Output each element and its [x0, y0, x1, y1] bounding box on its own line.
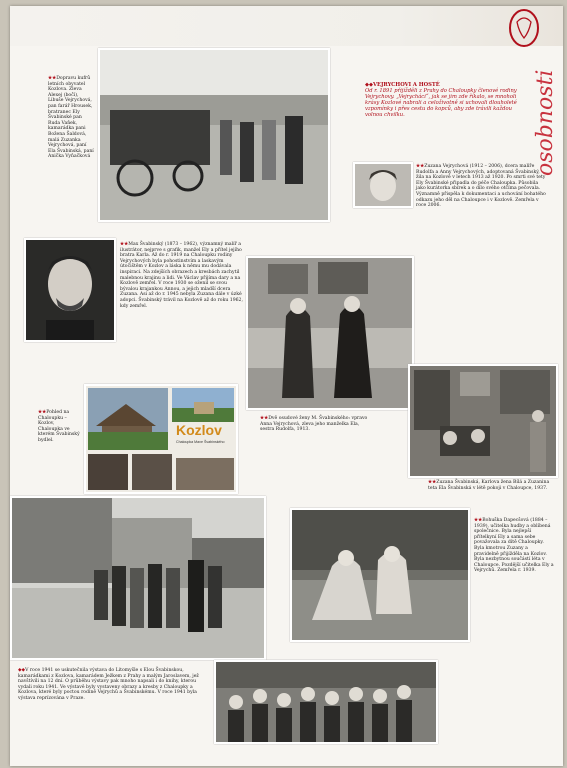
- caption-two-women: ★★Dvě osudové ženy M. Švabinského: vpravo Anna Vejrychová, zleva jeho manželka Ela, sestra Rudolfa, 1913.: [260, 416, 368, 433]
- caption-max: ★★Max Švabinský (1873 – 1962), významný malíř a ilustrátor, nejprve s grafik, manžel Ely a přítel jejího bratra Karla. Až do r. 1919 na Chaloupku rodiny Vejrychových byla pohostinstvím a laskavým útočištěm v Kozlov a láska k němu mu dodávala inspiraci. Na zdejších obrazech a kresbách zachytil malebnou krajinu a lidi. Ve Václav přijíma dary a na Kozlově zemřel. V roce 1930 se oženil se svou bývalou krajankou Annou, a jejich mladší dcera Zuzana. Asi až do r. 1945 nebyla Zuzana dále v úzké adopci. Švabinský trávil na Kozlově až do roku 1962, kdy zemřel.: [120, 242, 243, 309]
- section-title-text: osobnosti: [533, 69, 558, 176]
- caption-zuzana: ★★Zuzana Vejrychová (1912 – 2006), dcera malíře Rudolfa a Anny Vejrychových, adoptovaná Švabinský, žila na Kozlově v letech 1913 až 1920. Po smrti své tety Ely Švabinské připadla do péče Chaloupka. Působila jako kurátorka sbírek a o dílo svého otčíma pečovala. Významně přispěla k dokumentaci a uchování bohatého odkazu jeho děl na Chaloupce i v Kozlově. Zemřela v roce 2006.: [416, 164, 546, 209]
- exhibition-board: [10, 6, 563, 766]
- caption-exhibition: ◆◆V roce 1941 se uskutečnila výstava do Litomyšle s Elou Švabinskou, kamarádkami z Kozlova, kamarádem Ježkem z Prahy a malým Jaroslavem, jež navštívili na 12 dní. O průběhu výstavy pak mnoho napsali i do knihy, kterou vydali roku 1941. Ve výstavě byly vystaveny obrazy a kresby z Chaloupky a Kozlova, které byly poctou rodině Vejrychů a Švabinskému. V roce 1941 byla výstava reprízována v Praze.: [18, 668, 199, 701]
- photo-group-bottom: [214, 660, 438, 744]
- intro-heading: VEJRYCHOVI A HOSTÉ: [372, 82, 440, 88]
- photo-zuzana-portrait: [353, 162, 413, 208]
- photo-cart-travelers: [98, 48, 330, 222]
- caption-dapecsova: ★★Bohuška Dapecšová (1884 – 1939), učitelka hudby a oblíbená společnice. Byla nejlepší přítelkyní Ely a sama sebe považovala za dítě Chaloupky. Byla kmotrou Zuzany a pravidelně přijížděla na Kozlov. Byla nezbytnou součástí léta v Chaloupce. Pozdější učitelka Ely a Vejrychů. Zemřela r. 1939.: [474, 518, 554, 574]
- intro-block: ◆◆VEJRYCHOVI A HOSTÉ Od r. 1891 přijížděli z Prahy do Chaloupky členové rodiny Vejrychovy. „Vejrycháci“, jak se jim zde říkalo, se mnoholi krásy Kozlové nabrali a celoživotně si uchovali dlouholeté vzpomínky i přes cestu do kopců, aby zde trávili každou volnou chvilku.: [365, 82, 517, 119]
- photo-kozlov-collage: [84, 384, 238, 494]
- kozlov-card-subtitle: Chaloupka Maxe Švabinského: [176, 440, 225, 444]
- kozlov-card-name: Kozlov: [176, 422, 222, 438]
- photo-max-svabinsky: [24, 238, 116, 342]
- photo-interior-room: [408, 364, 558, 478]
- photo-street-group: [10, 496, 266, 660]
- photo-garden-women: [290, 508, 470, 642]
- photo-two-women: [246, 256, 414, 410]
- top-band: [10, 6, 563, 46]
- intro-text: Od r. 1891 přijížděli z Prahy do Chaloupky členové rodiny Vejrychovy. „Vejrycháci“, jak se jim zde říkalo, se mnoholi krásy Kozlové nabrali a celoživotně si uchovali dlouholeté vzpomínky i přes cestu do kopců, aby zde trávili každou volnou chvilku.: [365, 88, 517, 119]
- caption-kozlov: ★★Pohled na Chaloupku – Kozlov, Chaloupka ve kterém Švabinský bydlel.: [38, 410, 80, 443]
- caption-interior: ★★Zuzana Švabinská, Karlova žena Bílá a Zuzanina teta Ela Švabinská v létě pokoji v Chaloupce, 1937.: [428, 480, 550, 491]
- caption-cart: ★★Dopravu kufrů letních obyvatel Kozlova. Zleva Alexej (bočí), Libuše Vejrychová, pan farář Hrousek, bratranec Ely Švabinské pan Ruda Vaňek, kamarádka pani Božena Šaldová, malá Zuzanka Vejrychová, paní Ela Švabinská, paní Anička Vyňačková: [48, 76, 94, 160]
